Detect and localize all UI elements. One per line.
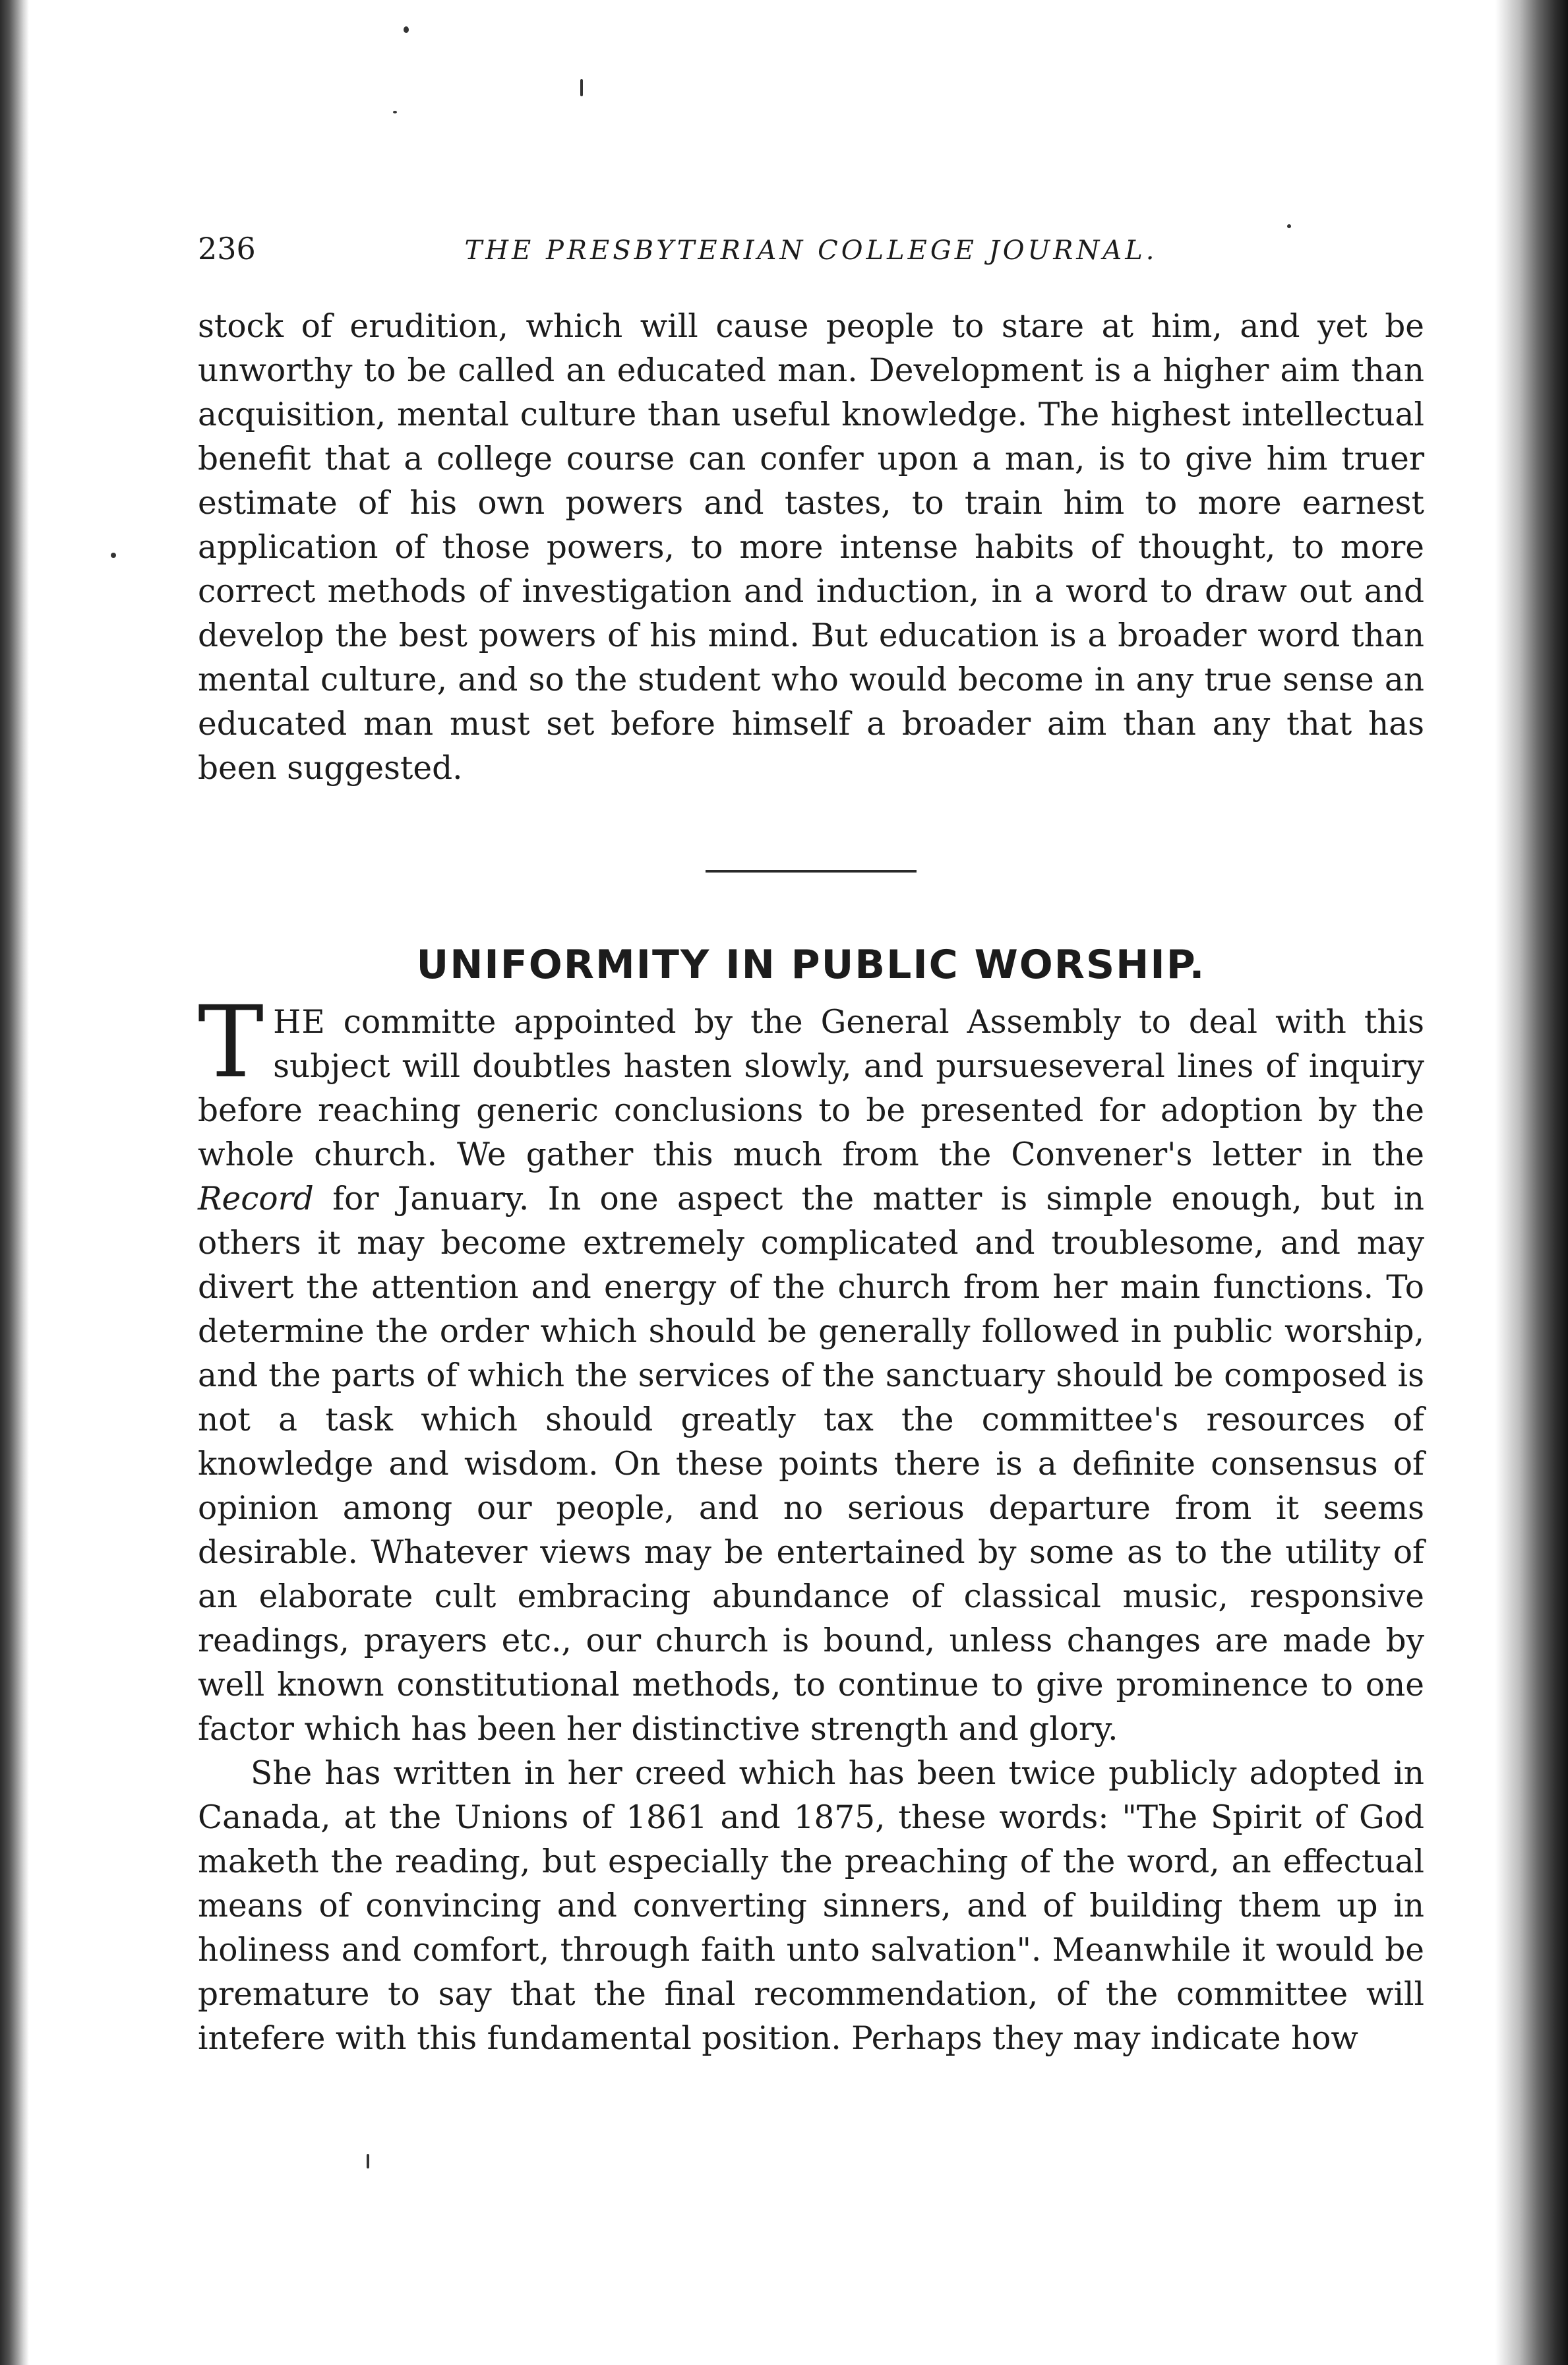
scan-binding-left-edge <box>0 0 29 2365</box>
scan-speck <box>393 111 397 113</box>
article-paragraph-2: She has written in her creed which has been twice publicly adopted in Canada, at the Unions of 1861 and 1875, these words: "The Spirit of God maketh the reading, but especially the preaching of the word, an effectual means of convincing and converting sinners, and of building them up in holiness and comfort, through faith unto salvation". Meanwhile it would be premature to say that the final recommendation, of the committee will intefere with this fundamental position. Perhaps they may indicate how <box>198 1755 1424 2057</box>
paragraph-1-text-b: for January. In one aspect the matter is simple enough, but in others it may become extremely complicated and troublesome, and may divert the attention and energy of the church from her main functions. To determine the order which should be generally followed in public worship, and the parts of which the services of the sanctuary should be composed is not a task which should greatly tax the committee's resources of knowledge and wisdom. On these points there is a definite consensus of opinion among our people, and no serious departure from it seems desirable. Whatever views may be entertained by some as to the utility of an elaborate cult embracing abundance of classical music, responsive readings, prayers etc., our church is bound, unless changes are made by well known constitutional methods, to continue to give prominence to one factor which has been her distinctive strength and glory. <box>198 1181 1424 1748</box>
scan-speck <box>111 553 116 558</box>
paragraph-1-text-a: committe appointed by the General Assembly to deal with this subject will doubtles hasten slowly, and pursueseveral lines of inquiry before reaching generic conclusions to be presented for adoption by the whole church. We gather this much from the Convener's letter in the <box>198 1004 1424 1173</box>
section-divider <box>706 870 917 873</box>
page-number: 236 <box>198 231 256 266</box>
first-word: HE <box>273 1004 326 1041</box>
article-body <box>198 305 1424 2061</box>
scan-speck <box>404 26 409 33</box>
journal-title: THE PRESBYTERIAN COLLEGE JOURNAL. <box>464 235 1158 266</box>
continuation-paragraph: stock of erudition, which will cause people to stare at him, and yet be unworthy to be called an educated man. Development is a higher aim than acquisition, mental culture than useful knowledge. The highest intellectual benefit that a college course can confer upon a man, is to give him truer estimate of his own powers and tastes, to train him to more earnest application of those powers, to more intense habits of thought, to more correct methods of investigation and induction, in a word to draw out and develop the best powers of his mind. But education is a broader word than mental culture, and so the student who would become in any true sense an educated man must set before himself a broader aim than any that has been suggested. <box>198 308 1424 787</box>
article-paragraph-1 <box>198 985 1424 1752</box>
scan-speck <box>580 79 583 96</box>
scan-speck <box>367 2154 369 2168</box>
drop-cap: T <box>198 985 264 1100</box>
record-italic: Record <box>198 1181 314 1217</box>
running-head <box>198 231 1424 277</box>
section-heading: UNIFORMITY IN PUBLIC WORSHIP. <box>416 942 1206 988</box>
scan-binding-right-edge <box>1495 0 1568 2365</box>
scan-speck <box>1287 224 1291 228</box>
page-content <box>198 231 1424 2061</box>
